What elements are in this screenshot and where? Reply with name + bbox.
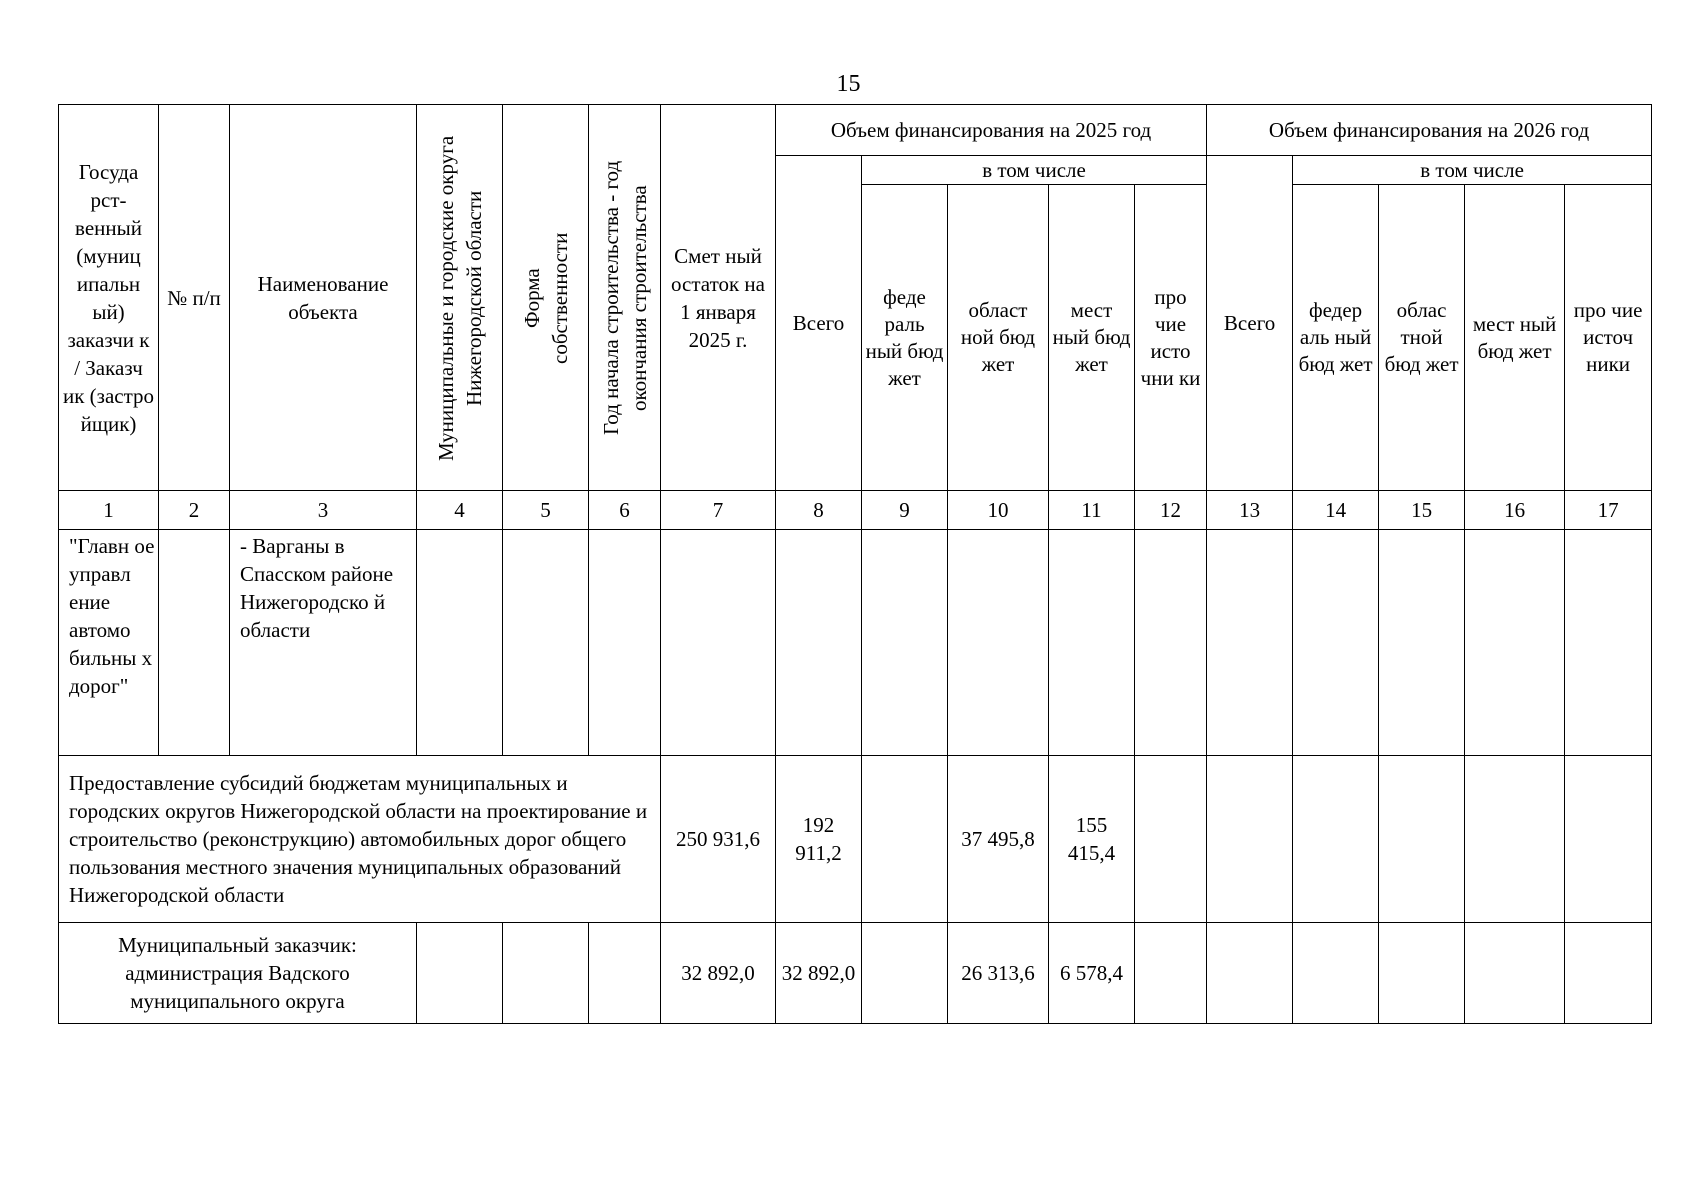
empty-cell [503, 923, 589, 1024]
object-name-cell: - Варганы в Спасском районе Нижегородско й области [230, 530, 417, 756]
empty-cell [1565, 923, 1652, 1024]
table-row-object [59, 530, 1652, 756]
page-number: 15 [836, 71, 861, 97]
header-number: № п/п [159, 105, 230, 491]
column-number: 13 [1207, 491, 1293, 530]
customer-total-2025: 32 892,0 [776, 923, 862, 1024]
customer-label: Муниципальный заказчик: администрация Вадского муниципального округа [59, 923, 417, 1024]
header-object-name: Наименование объекта [230, 105, 417, 491]
column-number: 9 [862, 491, 948, 530]
empty-cell [1207, 756, 1293, 923]
object-client-cell: "Главн ое управл ение автомо бильны х дорог" [59, 530, 159, 756]
empty-cell [1207, 530, 1293, 756]
column-number-row [59, 491, 1652, 530]
header-total-2025: Всего [776, 156, 862, 491]
empty-cell [1135, 756, 1207, 923]
column-number: 14 [1293, 491, 1379, 530]
header-federal-2026: федер аль ный бюд жет [1293, 185, 1379, 491]
column-number: 11 [1049, 491, 1135, 530]
column-number: 7 [661, 491, 776, 530]
header-group-2025: Объем финансирования на 2025 год [776, 105, 1207, 156]
header-other-2026: про чие источ ники [1565, 185, 1652, 491]
empty-cell [159, 530, 230, 756]
empty-cell [1207, 923, 1293, 1024]
empty-cell [1379, 756, 1465, 923]
column-number: 12 [1135, 491, 1207, 530]
header-municipalities [417, 105, 503, 491]
column-number: 3 [230, 491, 417, 530]
subsidy-description: Предоставление субсидий бюджетам муниципальных и городских округов Нижегородской области на проектирование и строительство (реконструкцию) автомобильных дорог общего пользования местного значения муниципальных образований Нижегородской области [59, 756, 661, 923]
empty-cell [589, 923, 661, 1024]
empty-cell [1049, 530, 1135, 756]
header-row-top [59, 105, 1652, 156]
empty-cell [1293, 530, 1379, 756]
empty-cell [1135, 530, 1207, 756]
empty-cell [1135, 923, 1207, 1024]
empty-cell [589, 530, 661, 756]
header-including-2026: в том числе [1293, 156, 1652, 185]
header-local-2026: мест ный бюд жет [1465, 185, 1565, 491]
column-number: 5 [503, 491, 589, 530]
header-regional-2025: област ной бюд жет [948, 185, 1049, 491]
customer-remainder: 32 892,0 [661, 923, 776, 1024]
empty-cell [1565, 756, 1652, 923]
header-group-2026: Объем финансирования на 2026 год [1207, 105, 1652, 156]
column-number: 8 [776, 491, 862, 530]
header-ownership [503, 105, 589, 491]
table-row-customer [59, 923, 1652, 1024]
empty-cell [503, 530, 589, 756]
empty-cell [776, 530, 862, 756]
header-including-2025: в том числе [862, 156, 1207, 185]
empty-cell [1293, 923, 1379, 1024]
financing-table [58, 104, 1652, 1024]
header-years-text: Год начала строительства - год окончания строительства [598, 160, 651, 435]
empty-cell [1379, 923, 1465, 1024]
column-number: 2 [159, 491, 230, 530]
header-ownership-text: Форма собственности [519, 231, 572, 364]
header-regional-2026: облас тной бюд жет [1379, 185, 1465, 491]
subsidy-remainder: 250 931,6 [661, 756, 776, 923]
empty-cell [948, 530, 1049, 756]
subsidy-regional-2025: 37 495,8 [948, 756, 1049, 923]
header-municipalities-text: Муниципальные и городские округа Нижегородской области [433, 134, 486, 461]
header-total-2026: Всего [1207, 156, 1293, 491]
customer-local-2025: 6 578,4 [1049, 923, 1135, 1024]
header-local-2025: мест ный бюд жет [1049, 185, 1135, 491]
empty-cell [1379, 530, 1465, 756]
table-row-subsidy [59, 756, 1652, 923]
header-remainder: Смет ный остаток на 1 января 2025 г. [661, 105, 776, 491]
column-number: 16 [1465, 491, 1565, 530]
column-number: 4 [417, 491, 503, 530]
header-years [589, 105, 661, 491]
empty-cell [862, 530, 948, 756]
empty-cell [1465, 530, 1565, 756]
column-number: 1 [59, 491, 159, 530]
customer-regional-2025: 26 313,6 [948, 923, 1049, 1024]
column-number: 17 [1565, 491, 1652, 530]
header-other-2025: про чие исто чни ки [1135, 185, 1207, 491]
empty-cell [417, 923, 503, 1024]
empty-cell [1565, 530, 1652, 756]
subsidy-total-2025: 192 911,2 [776, 756, 862, 923]
column-number: 15 [1379, 491, 1465, 530]
empty-cell [862, 756, 948, 923]
column-number: 10 [948, 491, 1049, 530]
empty-cell [862, 923, 948, 1024]
empty-cell [417, 530, 503, 756]
empty-cell [661, 530, 776, 756]
header-client: Госуда рст- венный (муниц ипальн ый) заказчи к / Заказч ик (застро йщик) [59, 105, 159, 491]
column-number: 6 [589, 491, 661, 530]
empty-cell [1293, 756, 1379, 923]
subsidy-local-2025: 155 415,4 [1049, 756, 1135, 923]
header-federal-2025: феде раль ный бюд жет [862, 185, 948, 491]
empty-cell [1465, 923, 1565, 1024]
empty-cell [1465, 756, 1565, 923]
